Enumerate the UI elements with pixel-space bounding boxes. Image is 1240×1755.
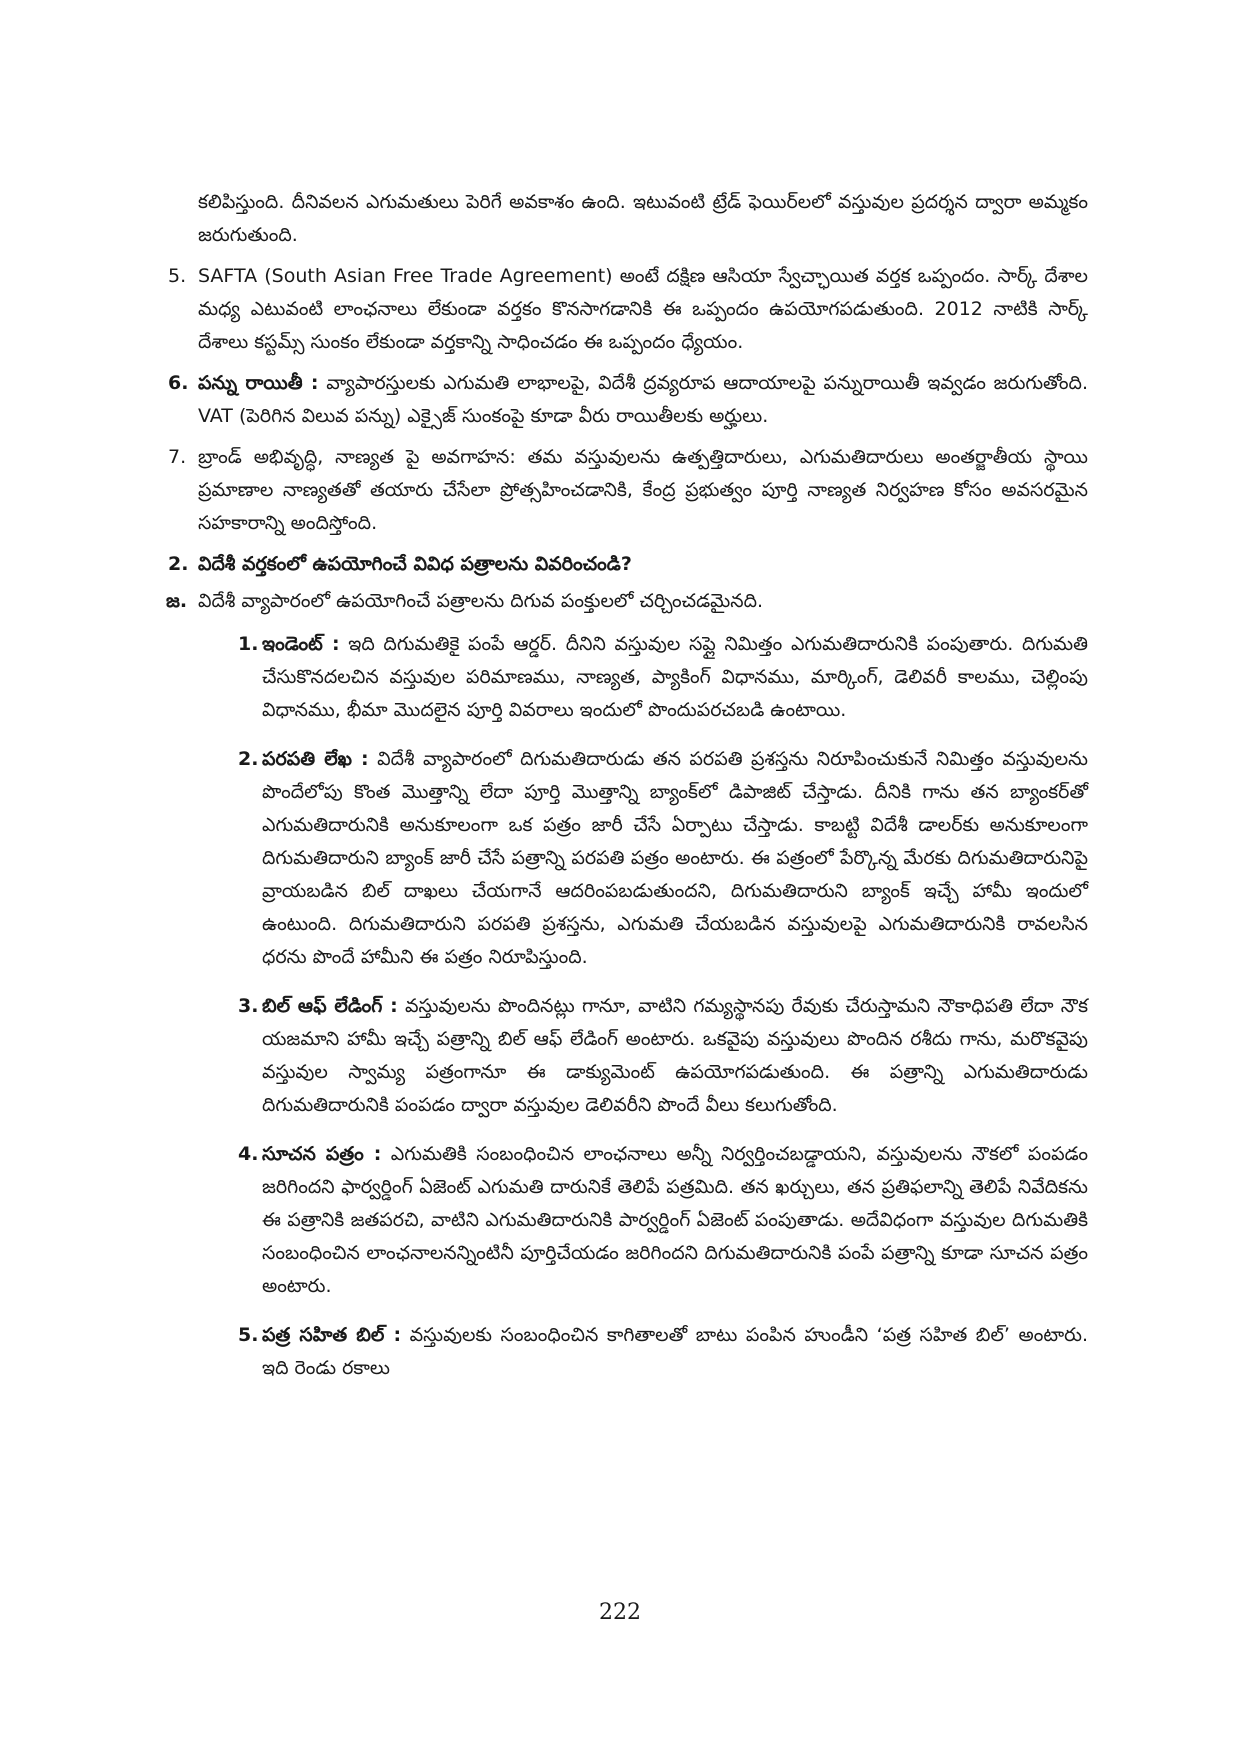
sub-item-number: 3. — [238, 995, 259, 1017]
question-text: విదేశీ వర్తకంలో ఉపయోగించే వివిధ పత్రాలను వివరించండి? — [198, 553, 632, 575]
list-item-5 — [168, 260, 1088, 359]
list-number: 7. — [168, 446, 187, 468]
list-item-7 — [168, 441, 1088, 540]
sub-item-number: 2. — [238, 748, 259, 770]
list-item-body: బ్రాండ్ అభివృద్ధి, నాణ్యత పై అవగాహన: తమ వస్తువులను ఉత్పత్తిదారులు, ఎగుమతిదారులు అంతర్జాతీయ స్థాయి ప్రమాణాల నాణ్యతతో తయారు చేసేలా ప్రోత్సహించడానికి, కేంద్ర ప్రభుత్వం పూర్తి నాణ్యత నిర్వహణ కోసం అవసరమైన సహకారాన్ని అందిస్తోంది. — [198, 446, 1088, 534]
sub-item-body: వస్తువులకు సంబంధించిన కాగితాలతో బాటు పంపిన హుండీని ‘పత్ర సహిత బిల్’ అంటారు. ఇది రెండు రకాలు — [262, 1324, 1088, 1379]
sub-item-documentary-bill — [238, 1319, 1088, 1385]
sub-item-advice-note — [238, 1138, 1088, 1303]
list-item-text — [198, 441, 1088, 540]
list-item-label: పన్ను రాయితీ : — [198, 372, 319, 394]
sub-item-label: బిల్ ఆఫ్ లేడింగ్ : — [262, 995, 398, 1017]
list-item-text — [198, 367, 1088, 433]
list-item-6 — [168, 367, 1088, 433]
answer-lead: జ. — [166, 590, 188, 612]
sub-item-text — [262, 990, 1088, 1122]
page-number: 222 — [599, 1600, 641, 1625]
sub-item-body: ఇది దిగుమతికై పంపే ఆర్డర్. దీనిని వస్తువుల సప్లై నిమిత్తం ఎగుమతిదారునికి పంపుతారు. దిగుమతి చేసుకొనదలచిన వస్తువుల పరిమాణము, నాణ్యత, ప్యాకింగ్ విధానము, మార్కింగ్, డెలివరీ కాలము, చెల్లింపు విధానము, భీమా మొదలైన పూర్తి వివరాలు ఇందులో పొందుపరచబడి ఉంటాయి. — [262, 633, 1088, 721]
sub-item-text — [262, 1319, 1088, 1385]
sub-item-body: ఎగుమతికి సంబంధించిన లాంఛనాలు అన్నీ నిర్వర్తించబడ్డాయని, వస్తువులను నౌకలో పంపడం జరిగిందని ఫార్వర్డింగ్ ఏజెంట్ ఎగుమతి దారునికే తెలిపే పత్రమిది. తన ఖర్చులు, తన ప్రతిఫలాన్ని తెలిపే నివేదికను ఈ పత్రానికి జతపరచి, వాటిని ఎగుమతిదారునికి పార్వర్డింగ్ ఏజెంట్ పంపుతాడు. అదేవిధంగా వస్తువుల దిగుమతికి సంబంధించిన లాంఛనాలనన్నింటినీ పూర్తిచేయడం జరిగిందని దిగుమతిదారునికి పంపే పత్రాన్ని కూడా సూచన పత్రం అంటారు. — [262, 1143, 1088, 1297]
sub-item-number: 4. — [238, 1143, 259, 1165]
sub-item-letter-of-credit — [238, 743, 1088, 974]
sub-item-text — [262, 628, 1088, 727]
sub-item-label: పత్ర సహిత బిల్ : — [262, 1324, 402, 1346]
list-item-body: SAFTA (South Asian Free Trade Agreement) అంటే దక్షిణ ఆసియా స్వేచ్ఛాయిత వర్తక ఒప్పందం. సార్క్ దేశాల మధ్య ఎటువంటి లాంఛనాలు లేకుండా వర్తకం కొనసాగడానికి ఈ ఒప్పందం ఉపయోగపడుతుంది. 2012 నాటికి సార్క్ దేశాలు కస్టమ్స్ సుంకం లేకుండా వర్తకాన్ని సాధించడం ఈ ఒప్పందం ధ్యేయం. — [198, 265, 1088, 353]
sub-item-label: ఇండెంట్ : — [262, 633, 340, 655]
sub-item-text — [262, 743, 1088, 974]
sub-item-label: పరపతి లేఖ : — [262, 748, 369, 770]
list-number: 6. — [168, 372, 189, 394]
continuation-paragraph: కలిపిస్తుంది. దీనివలన ఎగుమతులు పెరిగే అవకాశం ఉంది. ఇటువంటి ట్రేడ్ ఫెయిర్‌లలో వస్తువుల ప్రదర్శన ద్వారా అమ్మకం జరుగుతుంది. — [198, 191, 1088, 246]
question-2 — [168, 548, 1088, 581]
list-number: 5. — [168, 265, 187, 287]
sub-item-indent — [238, 628, 1088, 727]
list-item-text — [198, 260, 1088, 359]
question-number: 2. — [168, 553, 189, 575]
sub-item-text — [262, 1138, 1088, 1303]
sub-item-label: సూచన పత్రం : — [262, 1143, 382, 1165]
answer-intro — [168, 585, 1088, 618]
sub-item-number: 1. — [238, 633, 259, 655]
page-content — [168, 186, 1088, 1401]
list-item-body: వ్యాపారస్తులకు ఎగుమతి లాభాలపై, విదేశీ ద్రవ్యరూప ఆదాయాలపై పన్నురాయితీ ఇవ్వడం జరుగుతోంది. VAT (పెరిగిన విలువ పన్ను) ఎక్సైజ్ సుంకంపై కూడా వీరు రాయితీలకు అర్హులు. — [198, 372, 1088, 427]
sub-item-bill-of-lading — [238, 990, 1088, 1122]
sub-item-body: వస్తువులను పొందినట్లు గానూ, వాటిని గమ్యస్థానపు రేవుకు చేరుస్తామని నౌకాధిపతి లేదా నౌక యజమాని హామీ ఇచ్చే పత్రాన్ని బిల్ ఆఫ్ లేడింగ్ అంటారు. ఒకవైపు వస్తువులు పొందిన రశీదు గాను, మరొకవైపు వస్తువుల స్వామ్య పత్రంగానూ ఈ డాక్యుమెంట్ ఉపయోగపడుతుంది. ఈ పత్రాన్ని ఎగుమతిదారుడు దిగుమతిదారునికి పంపడం ద్వారా వస్తువుల డెలివరీని పొందే వీలు కలుగుతోంది. — [262, 995, 1089, 1116]
sub-item-number: 5. — [238, 1324, 259, 1346]
answer-text: విదేశీ వ్యాపారంలో ఉపయోగించే పత్రాలను దిగువ పంక్తులలో చర్చించడమైనది. — [198, 590, 764, 612]
sub-item-body: విదేశీ వ్యాపారంలో దిగుమతిదారుడు తన పరపతి ప్రశస్తను నిరూపించుకునే నిమిత్తం వస్తువులను పొందేలోపు కొంత మొత్తాన్ని లేదా పూర్తి మొత్తాన్ని బ్యాంక్‌లో డిపాజిట్ చేస్తాడు. దీనికి గాను తన బ్యాంకర్‌తో ఎగుమతిదారునికి అనుకూలంగా ఒక పత్రం జారీ చేసే ఏర్పాటు చేస్తాడు. కాబట్టి విదేశీ డాలర్‌కు అనుకూలంగా దిగుమతిదారుని బ్యాంక్ జారీ చేసే పత్రాన్ని పరపతి పత్రం అంటారు. ఈ పత్రంలో పేర్కొన్న మేరకు దిగుమతిదారునిపై వ్రాయబడిన బిల్ దాఖలు చేయగానే ఆదరింపబడుతుందని, దిగుమతిదారుని బ్యాంక్ ఇచ్చే హామీ ఇందులో ఉంటుంది. దిగుమతిదారుని పరపతి ప్రశస్తను, ఎగుమతి చేయబడిన వస్తువులపై ఎగుమతిదారునికి రావలసిన ధరను పొందే హామీని ఈ పత్రం నిరూపిస్తుంది. — [262, 748, 1088, 968]
